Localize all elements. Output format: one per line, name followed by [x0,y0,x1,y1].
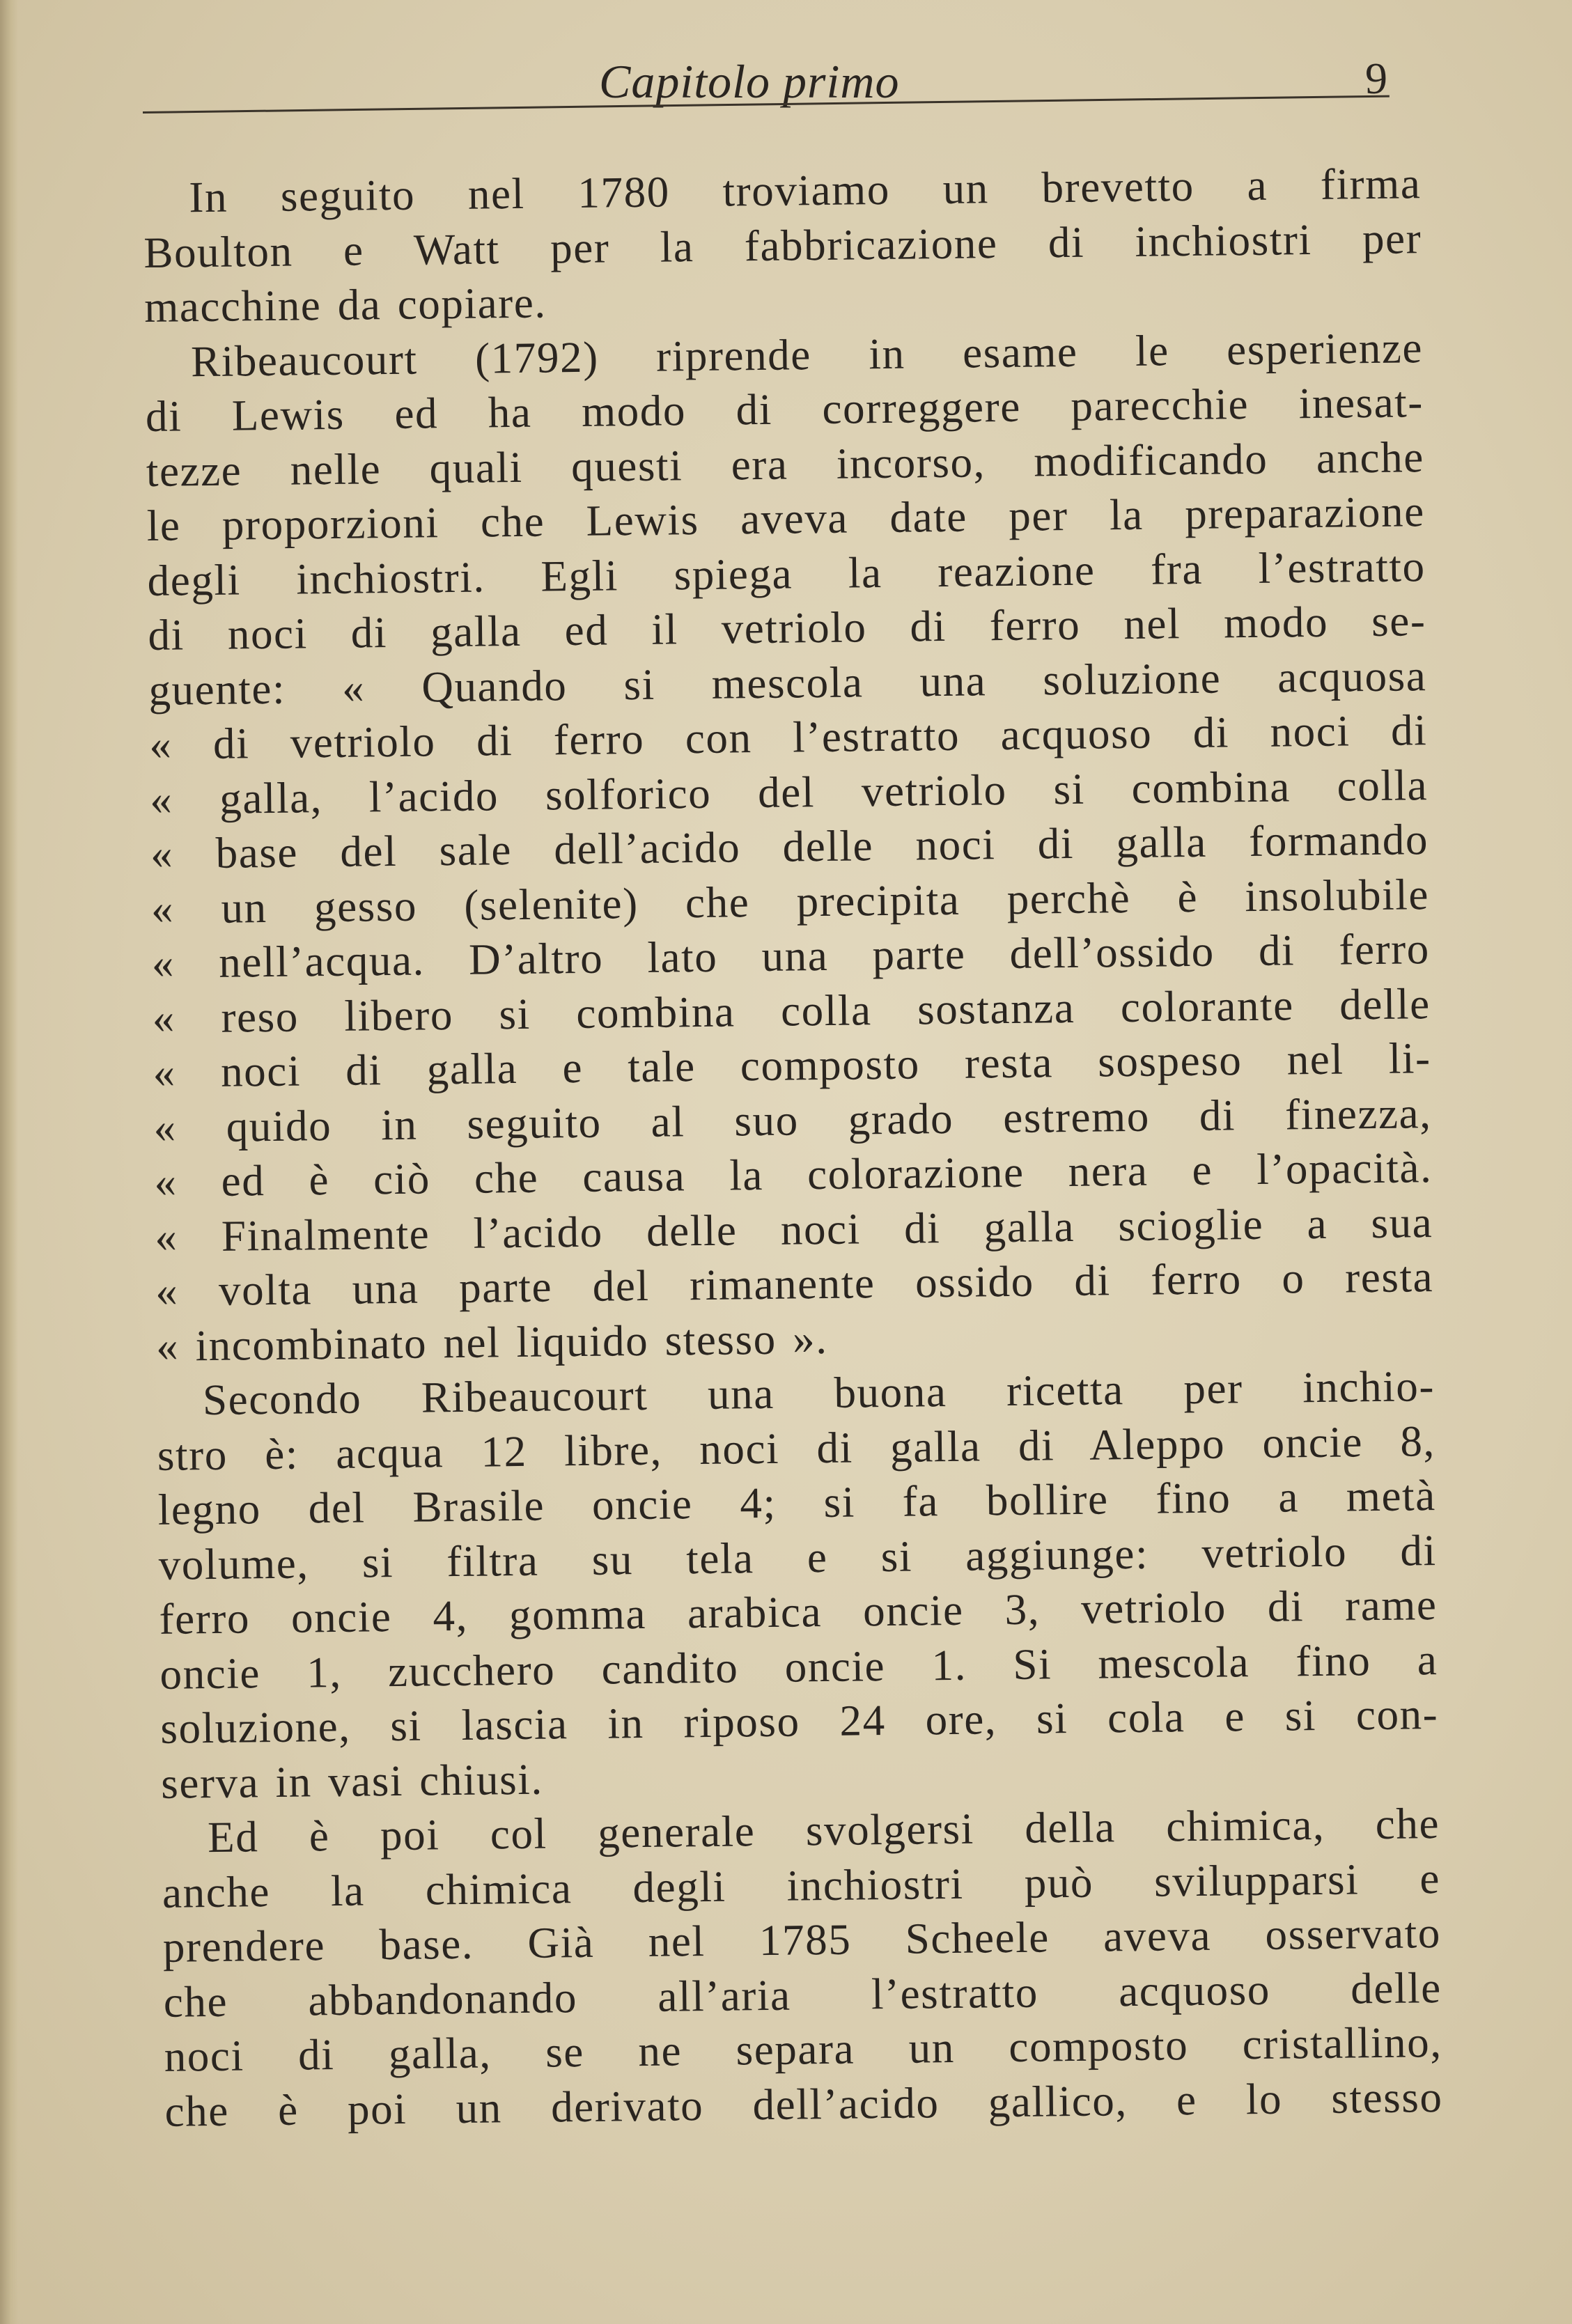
text-line: guente: « Quando si mescola una soluzione acquosa [148,650,1427,715]
running-head [139,42,1393,118]
text-line: di Lewis ed ha modo di correggere parecchie inesat- [145,377,1424,441]
text-line: degli inchiostri. Egli spiega la reazione fra l’estratto [147,541,1426,605]
text-line: « un gesso (selenite) che precipita perchè è insolubile [150,869,1430,933]
text-line: soluzione, si lascia in riposo 24 ore, si cola e si con- [159,1690,1439,1753]
text-line: volume, si filtra su tela e si aggiunge: vetriolo di [158,1525,1437,1589]
body-text [143,156,1443,2139]
text-line: « nell’acqua. D’altro lato una parte dell’ossido di ferro [151,924,1431,988]
text-line: le proporzioni che Lewis aveva date per la preparazione [146,487,1426,550]
text-line: noci di galla, se ne separa un composto cristallino, [164,2018,1442,2081]
text-line: In seguito nel 1780 troviamo un brevetto a firma [189,159,1422,222]
text-line: « di vetriolo di ferro con l’estratto acquoso di noci di [148,705,1428,769]
text-line: « noci di galla e tale composto resta sospeso nel li- [153,1034,1431,1097]
text-line: stro è: acqua 12 libre, noci di galla di Aleppo oncie 8, [157,1416,1436,1480]
text-line: « ed è ciò che causa la colorazione nera e l’opacità. [154,1143,1433,1206]
text-line: anche la chimica degli inchiostri può svilupparsi e [162,1853,1441,1917]
text-line: « base del sale dell’acido delle noci di galla formando [150,815,1429,878]
text-line: prendere base. Già nel 1785 Scheele aveva osservato [162,1908,1442,1972]
text-line: « incombinato nel liquido stesso ». [155,1313,828,1371]
text-line: serva in vasi chiusi. [160,1754,544,1808]
text-line: legno del Brasile oncie 4; si fa bollire fino a metà [157,1471,1437,1534]
page-edge-shadow [0,0,18,2324]
text-line: Ribeaucourt (1792) riprende in esame le esperienze [190,322,1424,386]
text-line: « galla, l’acido solforico del vetriolo si combina colla [149,760,1429,824]
text-line: « volta una parte del rimanente ossido di ferro o resta [155,1252,1434,1316]
text-line: « reso libero si combina colla sostanza colorante delle [152,978,1431,1043]
text-line: macchine da copiare. [143,278,547,332]
text-line: « Finalmente l’acido delle noci di galla scioglie a sua [154,1197,1433,1261]
text-line: Ed è poi col generale svolgersi della chimica, che [207,1799,1440,1862]
text-line: che abbandonando all’aria l’estratto acquoso delle [163,1963,1442,2027]
text-line: ferro oncie 4, gomma arabica oncie 3, vetriolo di rame [159,1580,1438,1644]
text-line: che è poi un derivato dell’acido gallico, e lo stesso [164,2072,1443,2136]
text-line: « quido in seguito al suo grado estremo di finezza, [153,1088,1432,1152]
text-line: di noci di galla ed il vetriolo di ferro nel modo se- [148,596,1426,660]
page-number: 9 [1365,54,1387,103]
text-line: oncie 1, zucchero candito oncie 1. Si mescola fino a [159,1635,1438,1699]
chapter-title: Capitolo primo [599,55,900,108]
text-line: Secondo Ribeaucourt una buona ricetta per inchio- [202,1362,1435,1425]
text-line: tezze nelle quali questi era incorso, modificando anche [146,432,1425,496]
text-line: Boulton e Watt per la fabbricazione di inchiostri per [143,213,1422,277]
